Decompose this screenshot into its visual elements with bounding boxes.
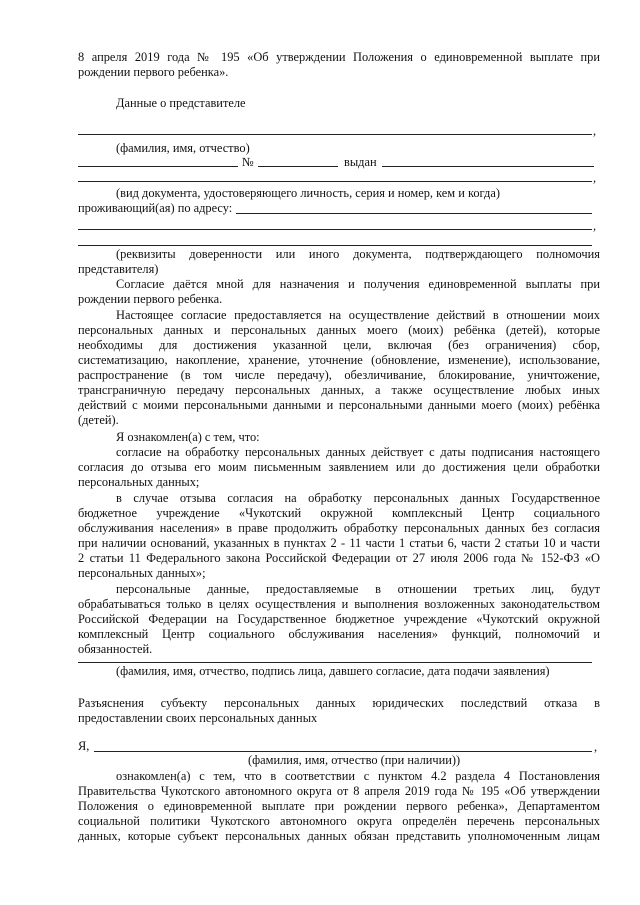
representative-fio-field[interactable] [78, 134, 592, 135]
consent-p4-line-2: согласия до отзыва его моим письменным заявлением или до достижения цели обработки [78, 460, 600, 474]
explanation-title-line-1: Разъяснения субъекту персональных данных юридических последствий отказа в [78, 696, 600, 710]
consent-p5-line-4: при наличии оснований, указанных в пунктах 2 - 11 части 1 статьи 6, части 2 статьи 10 и части [78, 536, 600, 550]
document-details-field[interactable] [78, 181, 592, 182]
explanation-text-line-3: Положения о единовременной выплате при рождении первого ребенка», Департаментом [78, 799, 600, 813]
consent-p2-line-1: Настоящее согласие предоставляется на осуществление действий в отношении моих [116, 308, 600, 322]
explanation-text-line-5: данных, которые субъект персональных данных обязан представить уполномоченным лицам [78, 829, 600, 843]
consent-p3: Я ознакомлен(а) с тем, что: [116, 430, 260, 444]
consent-p6-line-5: обязанностей. [78, 642, 153, 656]
consent-p2-line-3: необходимы для достижения указанной цели, включая (без ограничения) сбор, [78, 338, 600, 352]
consent-p5-line-3: обслуживания населения» в праве продолжить обработку персональных данных без согласия [78, 521, 600, 535]
consent-p2-line-2: персональных данных и персональных данных моего (моих) ребёнка (детей), которые [78, 323, 600, 337]
issued-label: выдан [344, 155, 377, 169]
comma: , [594, 740, 598, 754]
document-number-field[interactable] [258, 166, 338, 167]
consent-p2-line-6: трансграничную передачу персональных данных, а также осуществление любых иных [78, 383, 600, 397]
consent-p6-line-4: комплексный Центр социального обслуживания населения» функций, полномочий и [78, 627, 600, 641]
consent-p5-line-1: в случае отзыва согласия на обработку персональных данных Государственное [116, 491, 600, 505]
number-sign: № [242, 155, 254, 169]
consent-p1-line-2: рождении первого ребенка. [78, 292, 223, 306]
comma: , [593, 124, 597, 138]
address-field[interactable] [236, 213, 592, 214]
header-line-2: рождении первого ребенка». [78, 65, 229, 79]
signature-caption: (фамилия, имя, отчество, подпись лица, давшего согласие, дата подачи заявления) [116, 664, 550, 678]
explanation-text-line-1: ознакомлен(а) с тем, что в соответствии с пунктом 4.2 раздела 4 Постановления [116, 769, 600, 783]
consent-p2-line-4: систематизацию, накопление, хранение, уточнение (обновление, изменение), использование, [78, 353, 600, 367]
document-type-field[interactable] [78, 166, 238, 167]
consent-p6-line-1: персональные данные, предоставляемые в отношении третьих лиц, будут [116, 582, 600, 596]
consent-p2-line-7: действий с моими персональными данными и персональными данными моего (моих) ребёнка [78, 398, 600, 412]
consent-p5-line-5: 2 статьи 11 Федерального закона Российской Федерации от 27 июля 2006 года № 152-ФЗ «О [78, 551, 600, 565]
power-caption-1: (реквизиты доверенности или иного документа, подтверждающего полномочия [116, 247, 600, 261]
power-caption-2: представителя) [78, 262, 159, 276]
consent-p4-line-3: персональных данных; [78, 475, 200, 489]
consent-p6-line-3: Российской Федерации на Государственное бюджетное учреждение «Чукотский окружной [78, 612, 600, 626]
consent-p2-line-8: (детей). [78, 413, 119, 427]
header-line-1: 8 апреля 2019 года № 195 «Об утверждении Положения о единовременной выплате при [78, 50, 600, 64]
subject-fio-field[interactable] [94, 751, 592, 752]
document-caption: (вид документа, удостоверяющего личность, серия и номер, кем и когда) [116, 186, 500, 200]
consent-p6-line-2: обрабатываться только в целях осуществления и выполнения возложенных законодательством [78, 597, 600, 611]
fio-caption: (фамилия, имя, отчество) [116, 141, 250, 155]
document-issued-field[interactable] [382, 166, 594, 167]
consent-p2-line-5: распространение (в том числе передачу), обезличивание, блокирование, уничтожение, [78, 368, 600, 382]
i-label: Я, [78, 739, 90, 753]
comma: , [593, 219, 597, 233]
consent-p4-line-1: согласие на обработку персональных данных действует с даты подписания настоящего [116, 445, 600, 459]
address-field-2[interactable] [78, 229, 592, 230]
address-label: проживающий(ая) по адресу: [78, 201, 233, 215]
subject-fio-caption: (фамилия, имя, отчество (при наличии)) [248, 753, 461, 767]
power-of-attorney-field[interactable] [78, 245, 592, 246]
signature-field[interactable] [78, 662, 592, 663]
explanation-title-line-2: предоставлении своих персональных данных [78, 711, 318, 725]
consent-p1-line-1: Согласие даётся мной для назначения и получения единовременной выплаты при [116, 277, 600, 291]
explanation-text-line-4: социальной политики Чукотского автономного округа определён перечень персональных [78, 814, 600, 828]
consent-p5-line-2: бюджетное учреждение «Чукотский окружной комплексный Центр социального [78, 506, 600, 520]
comma: , [593, 171, 597, 185]
representative-title: Данные о представителе [116, 96, 246, 110]
consent-p5-line-6: персональных данных»; [78, 566, 206, 580]
explanation-text-line-2: Правительства Чукотского автономного округа от 8 апреля 2019 года № 195 «Об утверждении [78, 784, 600, 798]
